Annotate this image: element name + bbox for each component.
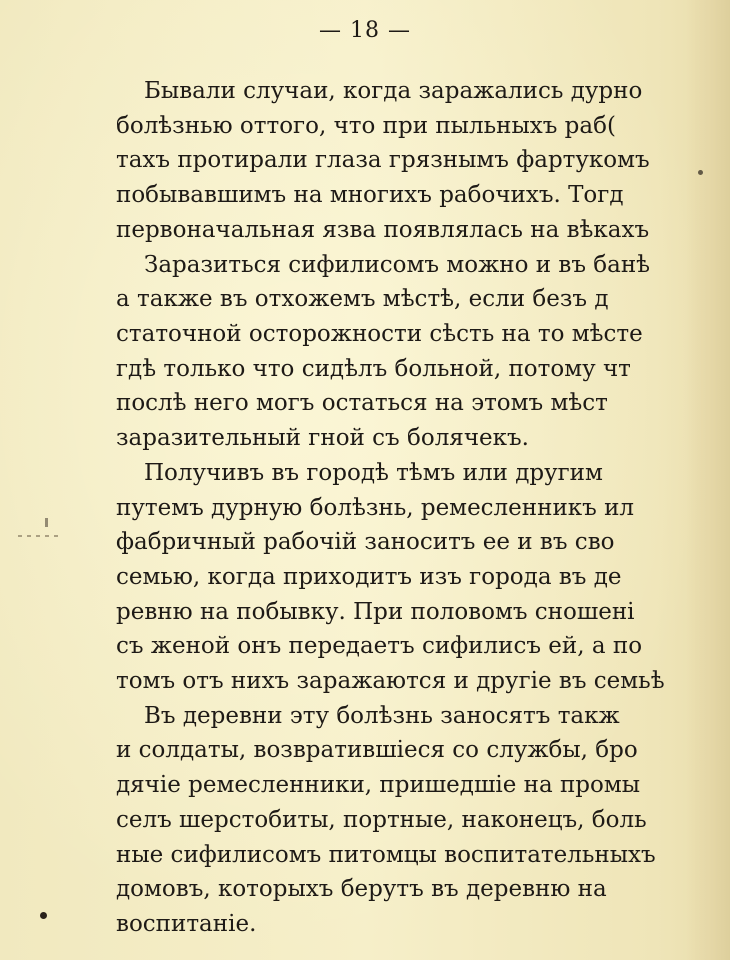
text-line: семью, когда приходитъ изъ города въ де bbox=[116, 563, 622, 590]
margin-mark bbox=[18, 535, 60, 537]
text-line: Бывали случаи, когда заражались дурно bbox=[144, 78, 643, 104]
page-edge-shadow bbox=[686, 0, 730, 960]
text-line: домовъ, которыхъ берутъ въ деревню на bbox=[116, 876, 607, 903]
text-line: статочной осторожности сѣсть на то мѣсте bbox=[116, 320, 643, 347]
text-line: побывавшимъ на многихъ рабочихъ. Тогд bbox=[116, 182, 624, 209]
text-line: путемъ дурную болѣзнь, ремесленникъ ил bbox=[116, 494, 635, 521]
ink-spot bbox=[698, 170, 703, 175]
text-line: Въ деревни эту болѣзнь заносятъ такж bbox=[144, 702, 620, 729]
ink-spot bbox=[40, 912, 47, 919]
text-line: болѣзнью оттого, что при пыльныхъ раб( bbox=[116, 112, 616, 139]
page-number: — 18 — bbox=[319, 18, 411, 43]
text-line: а также въ отхожемъ мѣстѣ, если безъ д bbox=[116, 286, 609, 313]
text-line: первоначальная язва появлялась на вѣкахъ bbox=[116, 216, 650, 243]
text-line: селъ шерстобиты, портные, наконецъ, боль bbox=[116, 806, 647, 833]
text-line: гдѣ только что сидѣлъ больной, потому чт bbox=[116, 355, 631, 382]
margin-tick bbox=[45, 518, 48, 527]
text-line: ревню на побывку. При половомъ сношені bbox=[116, 598, 635, 625]
text-line: фабричный рабочій заноситъ ее и въ сво bbox=[116, 529, 615, 556]
text-line: томъ отъ нихъ заражаются и другіе въ семьѣ bbox=[116, 668, 665, 695]
text-line: тахъ протирали глаза грязнымъ фартукомъ bbox=[116, 147, 650, 174]
text-line: воспитаніе. bbox=[116, 911, 257, 937]
text-line: Заразиться сифилисомъ можно и въ банѣ bbox=[144, 251, 651, 278]
text-line: съ женой онъ передаетъ сифилисъ ей, а по bbox=[116, 633, 643, 660]
text-line: дячіе ремесленники, пришедшіе на промы bbox=[116, 772, 641, 799]
text-line: и солдаты, возвратившіеся со службы, бро bbox=[116, 737, 638, 764]
text-line: послѣ него могъ остаться на этомъ мѣст bbox=[116, 390, 608, 417]
text-line: ные сифилисомъ питомцы воспитательныхъ bbox=[116, 841, 656, 868]
text-line: заразительный гной съ болячекъ. bbox=[116, 425, 529, 452]
text-line: Получивъ въ городѣ тѣмъ или другим bbox=[144, 459, 603, 486]
